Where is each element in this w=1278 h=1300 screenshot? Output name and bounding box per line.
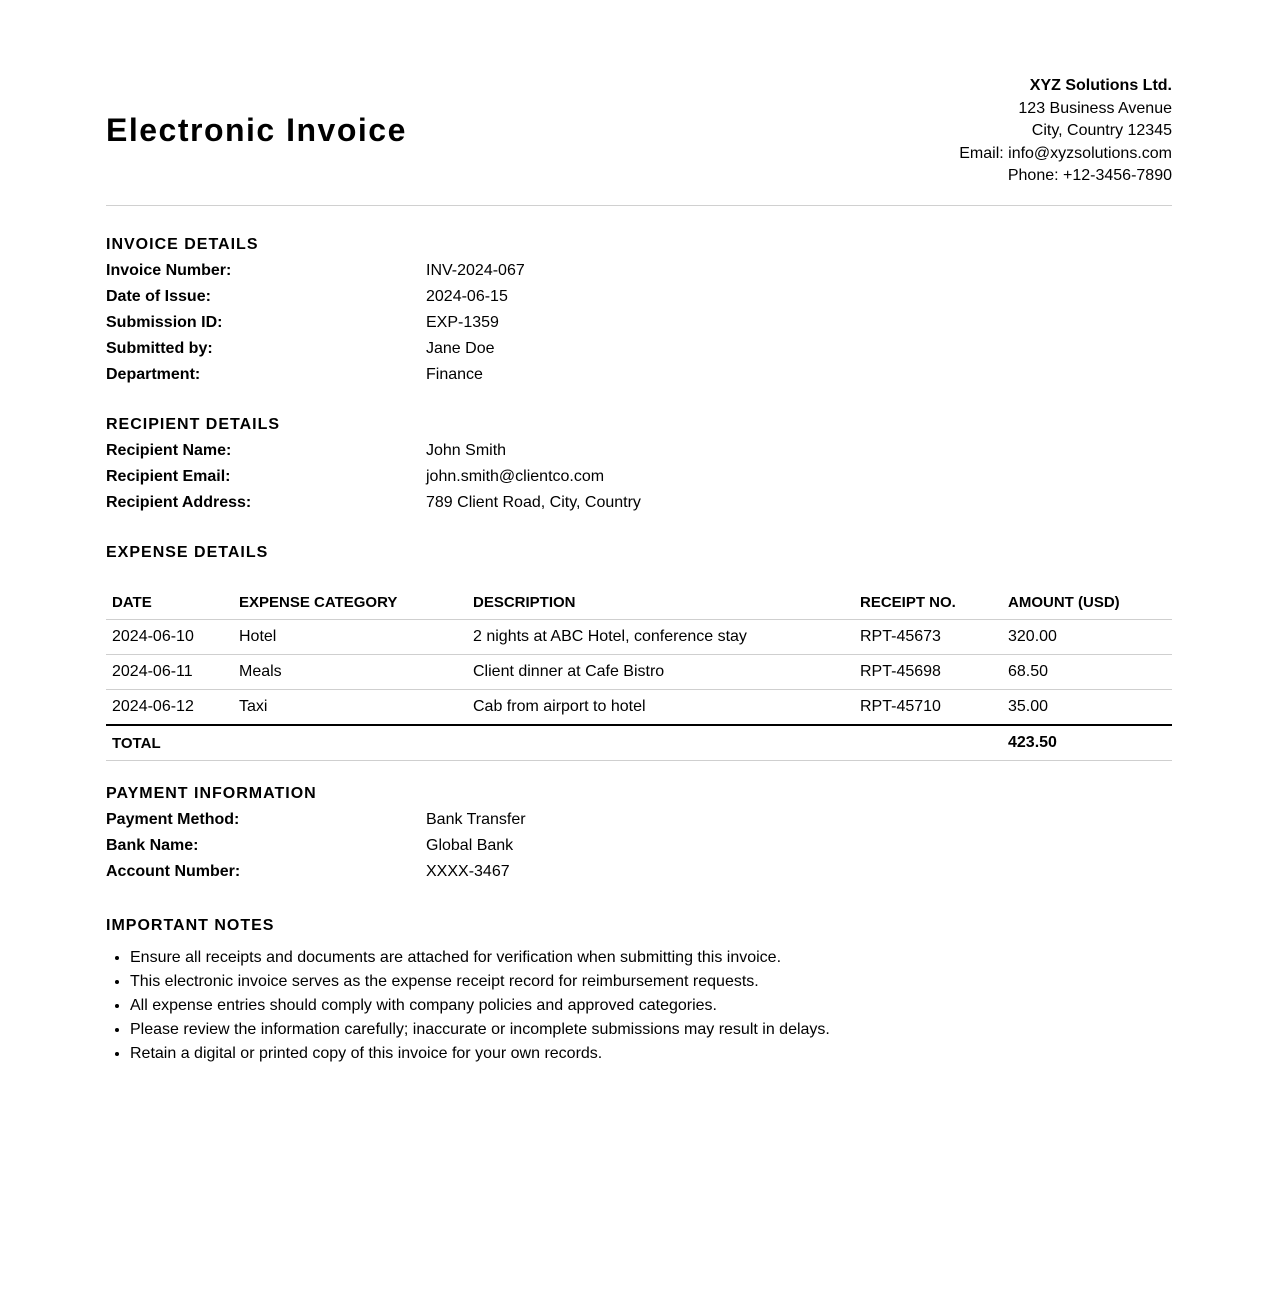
cell-receipt: RPT-45710: [854, 690, 1002, 726]
company-info: [959, 75, 1172, 188]
detail-label: Invoice Number:: [106, 262, 232, 279]
expense-table: [106, 585, 1172, 761]
list-item: • This electronic invoice serves as the expense receipt record for reimbursement requests.: [130, 970, 1172, 994]
detail-value: John Smith: [426, 442, 507, 459]
company-phone: Phone: +12-3456-7890: [1007, 167, 1172, 184]
payment-method-row: [106, 807, 1172, 833]
invoice-page: [106, 0, 1172, 1062]
detail-label: Recipient Email:: [106, 468, 231, 485]
recipient-details-title: RECIPIENT DETAILS: [106, 416, 281, 433]
table-header-row: [106, 585, 1172, 620]
expense-details-section: [106, 543, 1172, 761]
total-row: [106, 725, 1172, 761]
payment-information-rows: [106, 807, 1172, 885]
recipient-email-row: [106, 464, 1172, 490]
detail-label: Payment Method:: [106, 811, 240, 828]
cell-receipt: RPT-45698: [854, 655, 1002, 690]
cell-category: Hotel: [233, 620, 467, 655]
detail-value: EXP-1359: [426, 314, 499, 331]
detail-label: Submitted by:: [106, 340, 213, 357]
cell-description: Client dinner at Cafe Bistro: [467, 655, 854, 690]
cell-amount: 35.00: [1002, 690, 1172, 726]
cell-description: 2 nights at ABC Hotel, conference stay: [467, 620, 854, 655]
detail-value: 2024-06-15: [426, 288, 508, 305]
date-of-issue-row: [106, 284, 1172, 310]
detail-value: 789 Client Road, City, Country: [426, 494, 641, 511]
column-header-receipt: RECEIPT NO.: [854, 585, 1002, 620]
detail-label: Recipient Address:: [106, 494, 252, 511]
invoice-details-section: [106, 235, 1172, 388]
company-address-line2: City, Country 12345: [1031, 122, 1172, 139]
submission-id-row: [106, 310, 1172, 336]
cell-amount: 320.00: [1002, 620, 1172, 655]
payment-information-title: PAYMENT INFORMATION: [106, 785, 317, 802]
cell-receipt: RPT-45673: [854, 620, 1002, 655]
list-item: • Ensure all receipts and documents are attached for verification when submitting this invoice.: [130, 946, 1172, 970]
notes-list: [106, 946, 1172, 1066]
expense-details-title: EXPENSE DETAILS: [106, 544, 269, 561]
recipient-name-row: [106, 438, 1172, 464]
column-header-date: DATE: [106, 585, 233, 620]
invoice-header: [106, 0, 1172, 206]
detail-label: Account Number:: [106, 863, 241, 880]
detail-value: john.smith@clientco.com: [426, 468, 605, 485]
detail-label: Date of Issue:: [106, 288, 211, 305]
account-number-row: [106, 859, 1172, 885]
invoice-details-rows: [106, 258, 1172, 388]
detail-label: Submission ID:: [106, 314, 223, 331]
company-name: XYZ Solutions Ltd.: [1029, 77, 1172, 94]
detail-value: Finance: [426, 366, 483, 383]
detail-value: XXXX-3467: [426, 863, 510, 880]
bank-name-row: [106, 833, 1172, 859]
invoice-number-row: [106, 258, 1172, 284]
total-amount: 423.50: [1002, 725, 1172, 761]
column-header-amount: AMOUNT (USD): [1002, 585, 1172, 620]
table-row: [106, 655, 1172, 690]
important-notes-section: [106, 916, 1172, 1066]
cell-category: Meals: [233, 655, 467, 690]
list-item: • All expense entries should comply with company policies and approved categories.: [130, 994, 1172, 1018]
detail-label: Bank Name:: [106, 837, 199, 854]
company-email: Email: info@xyzsolutions.com: [959, 144, 1172, 162]
cell-category: Taxi: [233, 690, 467, 726]
detail-label: Department:: [106, 366, 201, 383]
cell-date: 2024-06-12: [106, 690, 233, 726]
cell-description: Cab from airport to hotel: [467, 690, 854, 726]
detail-value: Global Bank: [426, 837, 514, 854]
submitted-by-row: [106, 336, 1172, 362]
payment-information-section: [106, 784, 1172, 885]
detail-value: INV-2024-067: [426, 262, 525, 279]
page-title: Electronic Invoice: [106, 112, 407, 148]
column-header-description: DESCRIPTION: [467, 585, 854, 620]
total-label: TOTAL: [106, 725, 1002, 761]
cell-amount: 68.50: [1002, 655, 1172, 690]
recipient-details-rows: [106, 438, 1172, 516]
invoice-details-title: INVOICE DETAILS: [106, 236, 259, 253]
table-row: [106, 690, 1172, 726]
recipient-address-row: [106, 490, 1172, 516]
table-row: [106, 620, 1172, 655]
detail-value: Bank Transfer: [426, 811, 526, 828]
important-notes-title: IMPORTANT NOTES: [106, 917, 275, 934]
department-row: [106, 362, 1172, 388]
list-item: • Please review the information carefully; inaccurate or incomplete submissions may result in delays.: [130, 1018, 1172, 1042]
detail-label: Recipient Name:: [106, 442, 232, 459]
company-address-line1: 123 Business Avenue: [1018, 99, 1172, 117]
list-item: • Retain a digital or printed copy of this invoice for your own records.: [130, 1042, 1172, 1066]
cell-date: 2024-06-11: [106, 655, 233, 690]
column-header-category: EXPENSE CATEGORY: [233, 585, 467, 620]
detail-value: Jane Doe: [426, 340, 495, 357]
recipient-details-section: [106, 415, 1172, 516]
cell-date: 2024-06-10: [106, 620, 233, 655]
